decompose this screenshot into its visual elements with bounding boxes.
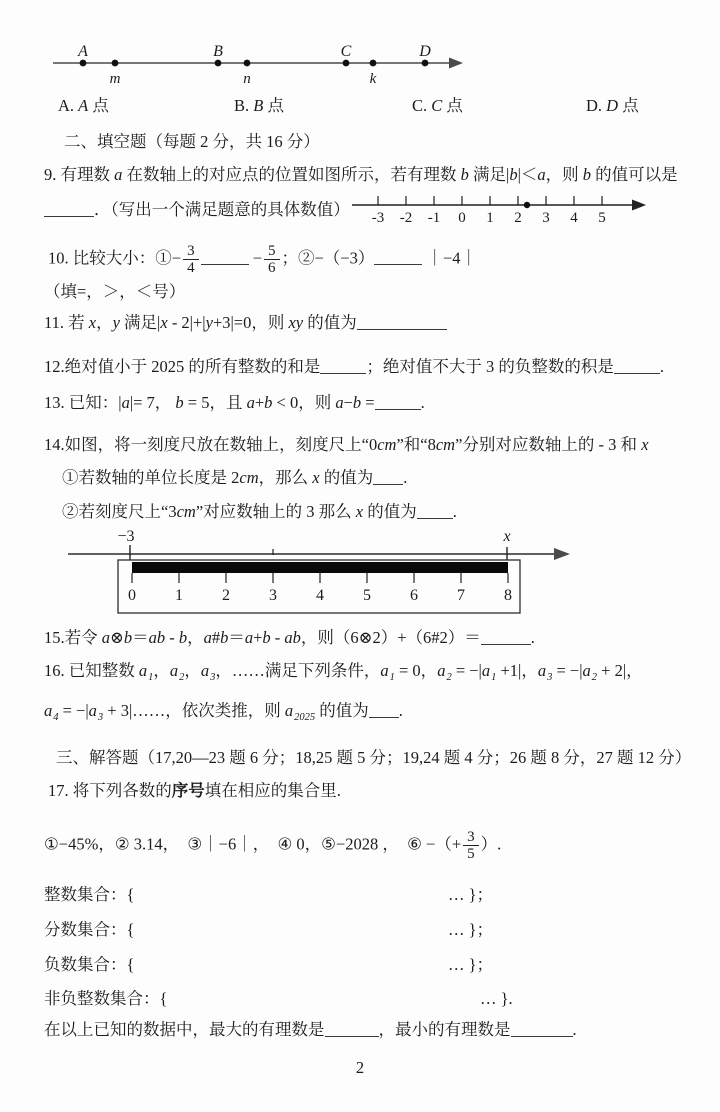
math-variable: a bbox=[284, 701, 294, 720]
subscript: 3 bbox=[547, 672, 553, 683]
text-run: ， bbox=[96, 313, 113, 332]
fill-in-blank bbox=[374, 249, 422, 266]
axis-left-label: −3 bbox=[117, 528, 135, 545]
math-variable: xy bbox=[288, 313, 304, 332]
question-14-item1 bbox=[62, 467, 407, 489]
text-run: < 0，则 bbox=[272, 393, 336, 412]
math-variable: b bbox=[509, 165, 518, 184]
point-label: A bbox=[78, 43, 88, 60]
question-9-line2 bbox=[44, 199, 350, 221]
fraction-denominator: 6 bbox=[268, 260, 276, 277]
set-tail: … }； bbox=[448, 955, 494, 974]
text-run: 填在相应的集合里. bbox=[204, 781, 341, 800]
text-run: 12.绝对值小于 2025 的所有整数的和是 bbox=[44, 357, 321, 376]
math-variable: a bbox=[582, 661, 591, 680]
math-variable: a bbox=[380, 661, 389, 680]
math-variable: a bbox=[138, 661, 148, 680]
math-variable: a bbox=[437, 661, 446, 680]
tick-label: 5 bbox=[598, 210, 606, 226]
text-run: . bbox=[530, 628, 535, 647]
question-10 bbox=[48, 243, 477, 276]
text-run: 17. 将下列各数的 bbox=[48, 781, 172, 800]
math-variable: b bbox=[220, 628, 229, 647]
math-variable: b bbox=[123, 628, 133, 647]
tick-marks bbox=[378, 196, 602, 205]
text-run: - bbox=[165, 628, 179, 647]
point-labels-above bbox=[77, 43, 431, 60]
fill-in-blank bbox=[614, 357, 660, 374]
fraction bbox=[183, 243, 199, 276]
text-run: = −| bbox=[552, 661, 583, 680]
fill-in-blank bbox=[357, 313, 447, 330]
tick-label: 1 bbox=[486, 210, 494, 226]
arrow-head bbox=[449, 58, 463, 69]
text-run: . bbox=[420, 393, 425, 412]
tick-label: 0 bbox=[458, 210, 466, 226]
fill-in-blank bbox=[369, 701, 399, 718]
text-run: ， bbox=[187, 628, 204, 647]
numberline-figure-q9 bbox=[350, 183, 650, 225]
bold-text: 序号 bbox=[171, 781, 205, 800]
set-tail: … }； bbox=[448, 920, 494, 939]
text-run: ”分别对应数轴上的 - 3 和 bbox=[455, 435, 642, 454]
text-run: 11. 若 bbox=[44, 313, 89, 332]
math-variable: b bbox=[352, 393, 362, 412]
fill-in-blank bbox=[375, 393, 421, 410]
text-run: . bbox=[572, 1020, 577, 1039]
fill-in-blank bbox=[325, 1020, 379, 1037]
math-variable: a bbox=[203, 628, 212, 647]
text-run: - 2|+| bbox=[167, 313, 206, 332]
question-14-line1 bbox=[44, 434, 649, 456]
math-variable: ab bbox=[148, 628, 166, 647]
math-variable: cm bbox=[377, 435, 397, 454]
text-run: = 5，且 bbox=[183, 393, 247, 412]
text-run: ②若刻度尺上“3 bbox=[62, 502, 177, 521]
text-run: 在以上已知的数据中，最大的有理数是 bbox=[44, 1020, 325, 1039]
ruler-label: 6 bbox=[410, 587, 418, 604]
text-run: 14.如图，将一刻度尺放在数轴上，刻度尺上“0 bbox=[44, 435, 378, 454]
question-12 bbox=[44, 356, 664, 378]
text-run: . bbox=[659, 357, 664, 376]
ruler-label: 7 bbox=[457, 587, 465, 604]
math-variable: a bbox=[537, 165, 546, 184]
math-variable: x bbox=[88, 313, 97, 332]
point-label: m bbox=[109, 71, 121, 87]
ruler-label: 0 bbox=[128, 587, 136, 604]
option-b bbox=[234, 95, 284, 117]
subscript: 2 bbox=[591, 672, 598, 683]
point-a-dot bbox=[524, 202, 530, 208]
fill-in-blank bbox=[417, 502, 453, 519]
subscript: 3 bbox=[210, 672, 216, 683]
math-variable: b bbox=[582, 165, 591, 184]
text-run: . bbox=[403, 468, 408, 487]
tick-label: 3 bbox=[542, 210, 550, 226]
question-17-numbers bbox=[44, 829, 501, 862]
math-variable: x bbox=[641, 435, 649, 454]
subscript: 1 bbox=[389, 672, 395, 683]
math-variable: A bbox=[78, 96, 89, 115]
math-variable: b bbox=[262, 628, 271, 647]
question-15 bbox=[44, 627, 535, 649]
ruler-label: 4 bbox=[316, 587, 324, 604]
point-label: B bbox=[213, 43, 223, 60]
axis-right-label: x bbox=[503, 528, 511, 545]
math-variable: y bbox=[205, 313, 213, 332]
fraction-denominator: 5 bbox=[467, 846, 475, 863]
text-run: B. bbox=[234, 96, 254, 115]
fill-in-blank bbox=[373, 468, 403, 485]
option-d bbox=[586, 95, 639, 117]
set-row-nonneg-integers bbox=[44, 988, 684, 1010]
set-label: 负数集合：{ bbox=[44, 955, 135, 974]
text-run: 点 bbox=[618, 96, 639, 115]
fraction-numerator: 5 bbox=[264, 243, 280, 260]
text-run: ， bbox=[153, 661, 170, 680]
ruler-figure-q14 bbox=[60, 524, 580, 618]
math-variable: cm bbox=[176, 502, 196, 521]
text-run: − bbox=[248, 248, 262, 268]
option-a bbox=[58, 95, 109, 117]
text-run: 满足| bbox=[468, 165, 510, 184]
fill-in-blank bbox=[481, 628, 531, 645]
fill-in-blank bbox=[320, 357, 366, 374]
question-10-note: （填=，＞，＜号） bbox=[44, 282, 186, 301]
text-run: ；②−（−3） bbox=[281, 248, 375, 268]
text-run: |＜ bbox=[517, 165, 538, 184]
text-run: ①−45%，② 3.14， ③｜−6｜， ④ 0，⑤−2028 ， ⑥ −（+ bbox=[44, 834, 462, 854]
math-variable: D bbox=[606, 96, 619, 115]
fraction bbox=[463, 829, 479, 862]
ruler-label: 2 bbox=[222, 587, 230, 604]
math-variable: b bbox=[264, 393, 273, 412]
text-run: 15.若令 bbox=[44, 628, 102, 647]
fraction-numerator: 3 bbox=[183, 243, 199, 260]
math-variable: a bbox=[246, 393, 255, 412]
section2-heading: 二、填空题（每题 2 分，共 16 分） bbox=[64, 132, 320, 151]
text-run: 9. 有理数 bbox=[44, 165, 115, 184]
text-run: 点 bbox=[442, 96, 463, 115]
tick-label: -3 bbox=[371, 210, 385, 226]
question-17 bbox=[48, 780, 341, 802]
text-run: ，……满足下列条件， bbox=[215, 661, 381, 680]
text-run: ＝ bbox=[228, 628, 245, 647]
text-run: . bbox=[452, 502, 457, 521]
point-label: k bbox=[369, 71, 377, 87]
ruler-label: 8 bbox=[504, 587, 512, 604]
subscript: 2025 bbox=[294, 712, 316, 723]
set-row-integers bbox=[44, 884, 684, 906]
question-17-maxmin bbox=[44, 1019, 577, 1041]
math-variable: a bbox=[44, 701, 53, 720]
option-c bbox=[412, 95, 463, 117]
text-run: + 2|， bbox=[597, 661, 643, 680]
text-run: ．（写出一个满足题意的具体数值） bbox=[94, 200, 350, 219]
subscript: 1 bbox=[491, 672, 497, 683]
text-run: = −| bbox=[58, 701, 89, 720]
ruler-label: 1 bbox=[175, 587, 183, 604]
math-variable: a bbox=[114, 165, 123, 184]
question-13 bbox=[44, 392, 425, 414]
math-variable: B bbox=[253, 96, 264, 115]
math-variable: b bbox=[175, 393, 184, 412]
arrow-head bbox=[632, 200, 646, 211]
fraction-numerator: 3 bbox=[463, 829, 479, 846]
fraction-denominator: 4 bbox=[187, 260, 195, 277]
math-variable: cm bbox=[435, 435, 456, 454]
text-run: A. bbox=[58, 96, 79, 115]
text-run: 10. 比较大小：①− bbox=[48, 248, 182, 268]
math-variable: a bbox=[481, 661, 491, 680]
ruler-black-band bbox=[132, 562, 508, 573]
fraction bbox=[264, 243, 280, 276]
text-run: 的值为 bbox=[315, 701, 369, 720]
set-label: 整数集合：{ bbox=[44, 885, 135, 904]
text-run: ”和“8 bbox=[396, 435, 436, 454]
text-run: ，那么 bbox=[258, 468, 313, 487]
set-label: 分数集合：{ bbox=[44, 920, 135, 939]
text-run: ，则（6⊗2）+（6#2）＝ bbox=[300, 628, 481, 647]
math-variable: a bbox=[244, 628, 254, 647]
tick-label: -2 bbox=[399, 210, 413, 226]
math-variable: a bbox=[200, 661, 210, 680]
text-run: - bbox=[270, 628, 285, 647]
text-run: ”对应数轴上的 3 那么 bbox=[195, 502, 356, 521]
tick-label: 4 bbox=[570, 210, 578, 226]
text-run: ①若数轴的单位长度是 2 bbox=[62, 468, 240, 487]
question-16-line2 bbox=[44, 700, 403, 725]
text-run: C. bbox=[412, 96, 432, 115]
subscript: 2 bbox=[446, 672, 452, 683]
text-run: ）. bbox=[480, 834, 502, 854]
text-run: + bbox=[253, 628, 263, 647]
page-number: 2 bbox=[355, 1058, 365, 1077]
math-variable: a bbox=[121, 393, 130, 412]
text-run: ；绝对值不大于 3 的负整数的积是 bbox=[366, 357, 614, 376]
math-variable: a bbox=[537, 661, 547, 680]
tick-label: 2 bbox=[514, 210, 522, 226]
text-run: ｜−4｜ bbox=[422, 248, 478, 268]
text-run: |= 7， bbox=[129, 393, 176, 412]
math-variable: x bbox=[312, 468, 320, 487]
math-variable: a bbox=[101, 628, 110, 647]
text-run: ，最小的有理数是 bbox=[378, 1020, 511, 1039]
text-run: = 0， bbox=[394, 661, 438, 680]
text-run: ，则 bbox=[545, 165, 583, 184]
math-variable: b bbox=[460, 165, 469, 184]
text-run: | bbox=[118, 393, 122, 412]
set-row-fractions bbox=[44, 919, 684, 941]
question-11 bbox=[44, 312, 447, 334]
question-14-item2 bbox=[62, 501, 457, 523]
text-run: 点 bbox=[88, 96, 109, 115]
point-labels-below bbox=[110, 71, 377, 87]
math-variable: cm bbox=[239, 468, 259, 487]
point-label: n bbox=[243, 71, 251, 87]
fill-in-blank bbox=[44, 200, 94, 217]
text-run: = −| bbox=[451, 661, 482, 680]
text-run: 的值为 bbox=[363, 502, 417, 521]
set-tail: … }； bbox=[448, 885, 494, 904]
text-run: = bbox=[361, 393, 375, 412]
set-tail: … }. bbox=[480, 989, 513, 1008]
text-run: − bbox=[343, 393, 353, 412]
text-run: + 3|……，依次类推，则 bbox=[103, 701, 285, 720]
arrow-head bbox=[554, 548, 570, 560]
subscript: 1 bbox=[148, 672, 154, 683]
math-variable: b bbox=[178, 628, 188, 647]
fill-in-blank bbox=[201, 249, 249, 266]
text-run: 满足| bbox=[119, 313, 161, 332]
text-run: 的值可以是 bbox=[591, 165, 678, 184]
set-row-negatives bbox=[44, 954, 684, 976]
text-run: D. bbox=[586, 96, 607, 115]
text-run: 在数轴上的对应点的位置如图所示，若有理数 bbox=[122, 165, 461, 184]
subscript: 4 bbox=[53, 712, 59, 723]
text-run: 的值为 bbox=[303, 313, 357, 332]
math-variable: ab bbox=[284, 628, 301, 647]
section3-heading: 三、解答题（17,20—23 题 6 分；18,25 题 5 分；19,24 题 4 分；26 题 8 分，27 题 12 分） bbox=[56, 748, 692, 767]
text-run: +3|=0，则 bbox=[212, 313, 289, 332]
text-run: ， bbox=[184, 661, 201, 680]
text-run: # bbox=[211, 628, 221, 647]
question-16-line1 bbox=[44, 660, 643, 685]
text-run: 的值为 bbox=[319, 468, 374, 487]
point-label: C bbox=[340, 43, 352, 60]
text-run: 16. 已知整数 bbox=[44, 661, 139, 680]
math-variable: y bbox=[112, 313, 120, 332]
fill-in-blank bbox=[511, 1020, 573, 1037]
text-run: 点 bbox=[263, 96, 284, 115]
math-variable: a bbox=[335, 393, 344, 412]
tick-label: -1 bbox=[427, 210, 441, 226]
text-run: ＝ bbox=[132, 628, 149, 647]
subscript: 2 bbox=[179, 672, 185, 683]
math-variable: C bbox=[431, 96, 443, 115]
ruler-label: 3 bbox=[269, 587, 277, 604]
tick-labels bbox=[372, 210, 606, 226]
point-label: D bbox=[419, 43, 431, 60]
math-variable: x bbox=[160, 313, 168, 332]
set-label: 非负整数集合：{ bbox=[44, 989, 168, 1008]
math-variable: a bbox=[88, 701, 97, 720]
numberline-figure-q8 bbox=[53, 33, 465, 91]
ruler-label: 5 bbox=[363, 587, 371, 604]
text-run: ⊗ bbox=[110, 628, 124, 647]
text-run: + bbox=[254, 393, 265, 412]
text-run: . bbox=[398, 701, 403, 720]
text-run: 13. 已知： bbox=[44, 393, 119, 412]
math-variable: a bbox=[169, 661, 179, 680]
text-run: +1|， bbox=[496, 661, 538, 680]
subscript: 3 bbox=[97, 712, 104, 723]
math-variable: x bbox=[355, 502, 364, 521]
